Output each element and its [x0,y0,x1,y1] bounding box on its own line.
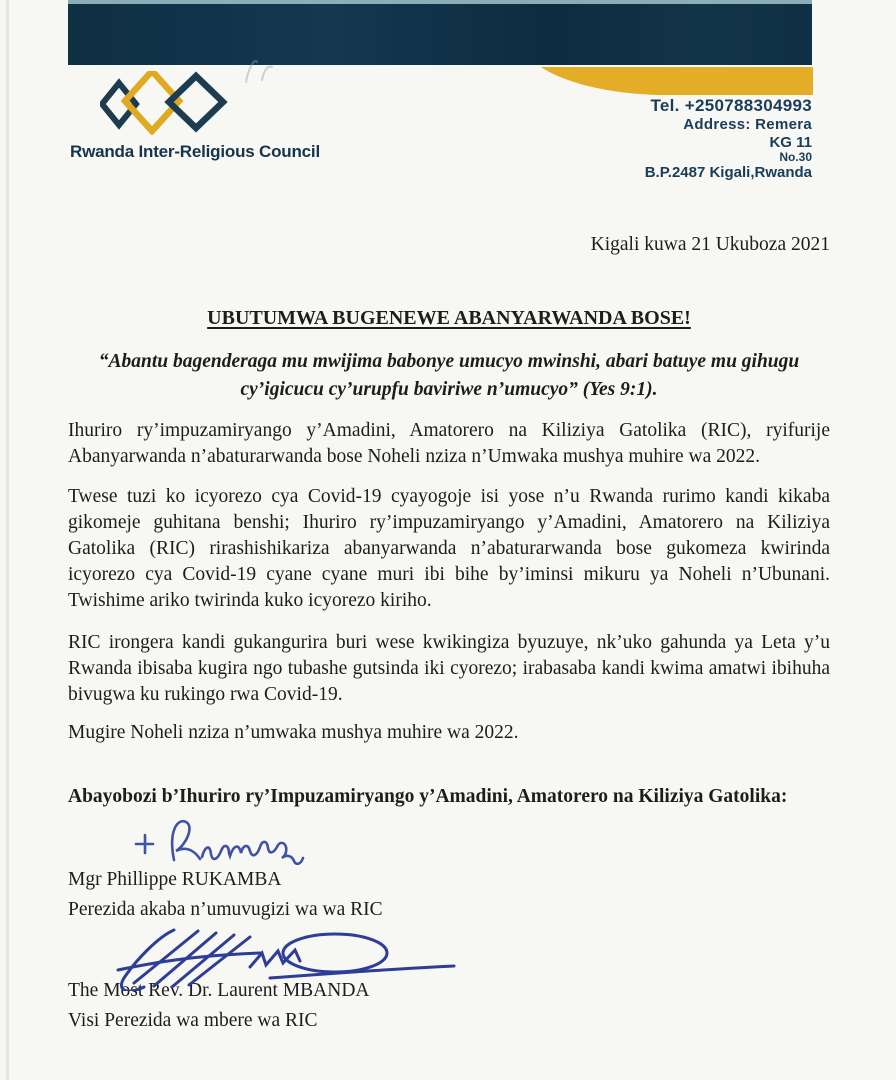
org-logo [100,71,228,135]
paragraph-3: RIC irongera kandi gukangurira buri wese kwikingiza byuzuye, nk’uko gahunda ya Leta y’u Rwanda ibisaba kugira ngo tubashe gutsinda iki cyorezo; irabasaba kandi kwima amatwi ibihuha bivugwa ku rukingo rwa Covid-19. [68,632,830,705]
paragraph-1: Ihuriro ry’impuzamiryango y’Amadini, Amatorero na Kiliziya Gatolika (RIC), ryifurije Abanyarwanda n’abaturarwanda bose Noheli nziza n’Umwaka mushya muhire wa 2022. [68,420,830,467]
org-name: Rwanda Inter-Religious Council [70,142,320,161]
signature-block-1 [68,814,830,923]
signatory-1-title: Perezida akaba n’umuvugizi wa wa RIC [68,899,383,920]
contact-number: No.30 [779,150,812,164]
contact-pobox: B.P.2487 Kigali,Rwanda [644,164,812,181]
letter-title: UBUTUMWA BUGENEWE ABANYARWANDA BOSE! [207,307,691,329]
contact-block [645,96,812,182]
pencil-mark-artifact [238,52,278,92]
letter-body [68,232,830,1034]
signatory-2-title: Visi Perezida wa mbere wa RIC [68,1010,318,1031]
contact-street: KG 11 [769,134,812,151]
closing-heading: Abayobozi b’Ihuriro ry’Impuzamiryango y’Amadini, Amatorero na Kiliziya Gatolika: [68,786,788,807]
signatory-2-name: The Most Rev. Dr. Laurent MBANDA [68,980,370,1001]
scripture-quote: “Abantu bagenderaga mu mwijima babonye umucyo mwinshi, abari batuye mu gihugu cy’igicucu cy’urupfu baviriwe n’umucyo” (Yes 9:1). [98,351,800,400]
gold-swoosh-shape [541,67,813,95]
signatory-1-name: Mgr Phillippe RUKAMBA [68,869,282,890]
contact-tel: Tel. +250788304993 [650,96,812,115]
signature-block-2 [68,925,830,1034]
header-navy-bar [68,0,812,65]
rukamba-handwritten-signature [126,814,336,866]
date-line: Kigali kuwa 21 Ukuboza 2021 [590,234,830,255]
mbanda-handwritten-signature [88,925,468,991]
contact-address: Address: Remera [683,116,812,133]
paragraph-2: Twese tuzi ko icyorezo cya Covid-19 cyayogoje isi yose n’u Rwanda rurimo kandi kikaba gikomeje guhitana benshi; Ihuriro ry’impuzamiryango y’Amadini, Amatorero na Kiliziya Gatolika (RIC) rirashishikariza abanyarwanda n’abaturarwanda bose gukomeza kwirinda icyorezo cya Covid-19 cyane cyane muri ibi bihe by’iminsi mikuru ya Noheli n’Ubunani. Twishime ariko twirinda kuko icyorezo kiriho. [68,486,830,611]
scan-edge-artifact [6,0,9,1080]
paragraph-4: Mugire Noheli nziza n’umwaka mushya muhire wa 2022. [68,722,519,743]
